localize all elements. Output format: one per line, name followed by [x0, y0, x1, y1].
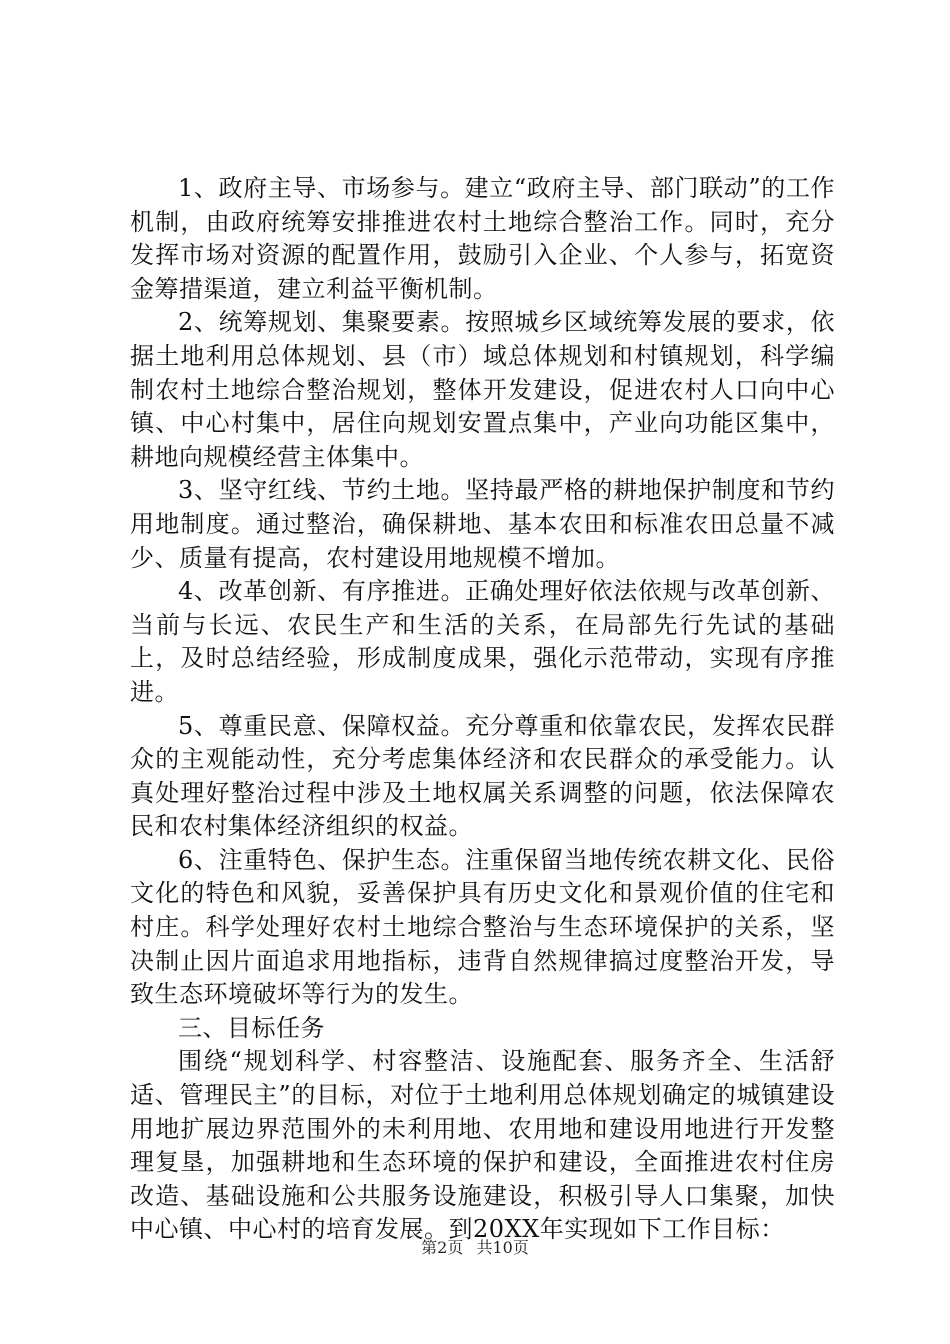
paragraph-principle-3: 3、坚守红线、节约土地。坚持最严格的耕地保护制度和节约用地制度。通过整治，确保耕地、基本农田和标准农田总量不减少、质量有提高，农村建设用地规模不增加。 [130, 476, 835, 572]
document-body [130, 172, 835, 1247]
page-total: 共10页 [476, 1238, 529, 1257]
page-number: 第2页 [421, 1238, 464, 1257]
paragraph-principle-1: 1、政府主导、市场参与。建立“政府主导、部门联动”的工作机制，由政府统筹安排推进农村土地综合整治工作。同时，充分发挥市场对资源的配置作用，鼓励引入企业、个人参与，拓宽资金筹措渠道，建立利益平衡机制。 [130, 174, 835, 303]
paragraph-principle-4: 4、改革创新、有序推进。正确处理好依法依规与改革创新、当前与长远、农民生产和生活的关系，在局部先行先试的基础上，及时总结经验，形成制度成果，强化示范带动，实现有序推进。 [130, 577, 835, 706]
paragraph-principle-5: 5、尊重民意、保障权益。充分尊重和依靠农民，发挥农民群众的主观能动性，充分考虑集体经济和农民群众的承受能力。认真处理好整治过程中涉及土地权属关系调整的问题，依法保障农民和农村集体经济组织的权益。 [130, 711, 835, 841]
paragraph-principle-2: 2、统筹规划、集聚要素。按照城乡区域统筹发展的要求，依据土地利用总体规划、县（市）域总体规划和村镇规划，科学编制农村土地综合整治规划，整体开发建设，促进农村人口向中心镇、中心村集中，居住向规划安置点集中，产业向功能区集中，耕地向规模经营主体集中。 [130, 308, 835, 471]
paragraph-principle-6: 6、注重特色、保护生态。注重保留当地传统农耕文化、民俗文化的特色和风貌，妥善保护具有历史文化和景观价值的住宅和村庄。科学处理好农村土地综合整治与生态环境保护的关系，坚决制止因片面追求用地指标，违背自然规律搞过度整治开发，导致生态环境破坏等行为的发生。 [130, 845, 835, 1009]
section-heading-goals: 三、目标任务 [178, 1013, 325, 1042]
paragraph-goals: 围绕“规划科学、村容整洁、设施配套、服务齐全、生活舒适、管理民主”的目标，对位于土地利用总体规划确定的城镇建设用地扩展边界范围外的未利用地、农用地和建设用地进行开发整理复垦，加强耕地和生态环境的保护和建设，全面推进农村住房改造、基础设施和公共服务设施建设，积极引导人口集聚，加快中心镇、中心村的培育发展。到20XX年实现如下工作目标： [130, 1047, 835, 1244]
page-footer [0, 1237, 950, 1259]
